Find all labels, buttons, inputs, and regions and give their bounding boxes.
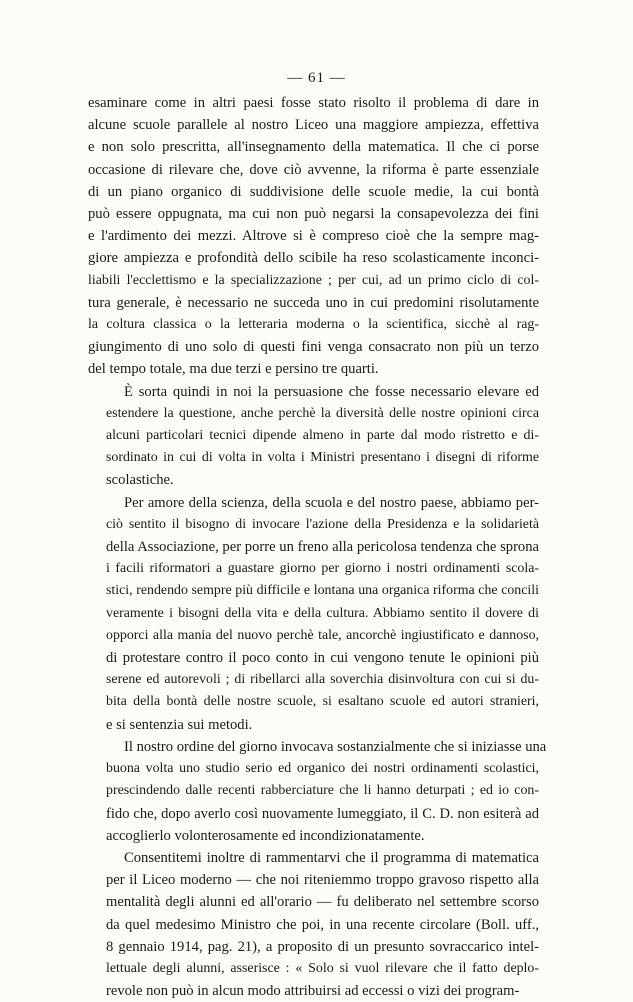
text-line: serene ed autorevoli ; di ribellarci alla soverchia disinvoltura con cui si du- xyxy=(106,672,539,688)
text-line: Per amore della scienza, della scuola e del nostro paese, abbiamo per- xyxy=(124,494,539,511)
text-line: di protestare contro il poco conto in cui vengono tenute le opinioni più xyxy=(106,650,539,667)
text-line: alcuni particolari tecnici dipende almeno in parte dal modo ristretto e di- xyxy=(106,428,539,444)
text-line: scolastiche. xyxy=(106,472,174,489)
text-line: occasione di rilevare che, dove ciò avvenne, la riforma è parte essenziale xyxy=(88,161,539,178)
page-number: — 61 — xyxy=(287,70,346,86)
text-line: lettuale degli alunni, asserisce : « Solo si vuol rilevare che il fatto deplo- xyxy=(106,960,539,976)
text-line: opporci alla mania del nuovo perchè tale, ancorchè ingiustificato e dannoso, xyxy=(106,627,539,643)
text-line: estendere la questione, anche perchè la diversità delle nostre opinioni circa xyxy=(106,405,539,421)
text-line: fido che, dopo averlo così nuovamente lumeggiato, il C. D. non esiterà ad xyxy=(106,805,539,822)
text-line: tura generale, è necessario ne succeda uno in cui predomini risolutamente xyxy=(88,294,539,311)
text-line: ciò sentito il bisogno di invocare l'azione della Presidenza e la solidarietà xyxy=(106,516,539,532)
paragraph xyxy=(88,736,547,847)
text-line: della Associazione, per porre un freno alla pericolosa tendenza che sprona xyxy=(106,539,539,556)
text-line: e non solo prescritta, all'insegnamento della matematica. Il che ci porse xyxy=(88,139,539,156)
text-line: giore ampiezza e profondità dello scibile ha reso scolasticamente inconci- xyxy=(88,250,539,267)
text-line: può essere oppugnata, ma cui non può negarsi la consapevolezza dei fini xyxy=(88,206,539,223)
text-line: i facili riformatori a guastare giorno per giorno i nostri ordinamenti scola- xyxy=(106,561,539,577)
text-line: sordinato in cui di volta in volta i Ministri presentano i disegni di riforme xyxy=(106,450,539,466)
text-line: mentalità degli alunni ed all'orario — fu deliberato nel settembre scorso xyxy=(106,894,539,911)
paragraph xyxy=(88,847,539,1002)
paragraph xyxy=(88,381,539,492)
text-line: veramente i bisogni della vita e della cultura. Abbiamo sentito il dovere di xyxy=(106,605,539,621)
text-line: buona volta uno studio serio ed organico dei nostri ordinamenti scolastici, xyxy=(106,761,539,777)
body-text xyxy=(88,92,547,1002)
text-line: esaminare come in altri paesi fosse stato risolto il problema di dare in xyxy=(88,95,539,111)
text-line: accoglierlo volonterosamente ed incondizionatamente. xyxy=(106,827,425,844)
text-line: Il nostro ordine del giorno invocava sostanzialmente che si iniziasse una xyxy=(124,738,547,755)
text-line: liabili l'ecclettismo e la specializzazione ; per cui, ad un primo ciclo di col- xyxy=(88,272,539,288)
text-line: e si sentenzia sui metodi. xyxy=(106,716,253,733)
paragraph xyxy=(88,492,539,736)
text-line: alcune scuole parallele al nostro Liceo una maggiore ampiezza, effettiva xyxy=(88,117,539,134)
text-line: prescindendo dalle recenti rabberciature che li hanno deturpati ; ed io con- xyxy=(106,783,539,799)
text-line: stici, rendendo sempre più difficile e lontana una organica riforma che concili xyxy=(106,583,539,599)
text-line: del tempo totale, ma due terzi e persino tre quarti. xyxy=(88,361,379,378)
text-line: di un piano organico di suddivisione delle scuole medie, la cui bontà xyxy=(88,183,539,200)
text-line: bita della bontà delle nostre scuole, si esaltano scuole ed autori stranieri, xyxy=(106,694,539,710)
paragraph xyxy=(88,92,539,381)
text-line: È sorta quindi in noi la persuasione che fosse necessario elevare ed xyxy=(124,383,539,400)
text-line: e l'ardimento dei mezzi. Altrove si è compreso cioè che la sempre mag- xyxy=(88,228,539,245)
text-line: per il Liceo moderno — che noi riteniemmo troppo gravoso rispetto alla xyxy=(106,872,539,889)
text-line: giungimento di uno solo di questi fini venga consacrato non più un terzo xyxy=(88,339,539,356)
text-line: da quel medesimo Ministro che poi, in una recente circolare (Boll. uff., xyxy=(106,916,539,933)
text-line: 8 gennaio 1914, pag. 21), a proposito di un presunto sovraccarico intel- xyxy=(106,938,539,955)
text-line: Consentitemi inoltre di rammentarvi che il programma di matematica xyxy=(124,849,539,866)
text-line: la coltura classica o la letteraria moderna o la scientifica, sicchè al rag- xyxy=(88,317,539,333)
text-line: revole non può in alcun modo attribuirsi ad eccessi o vizi dei program- xyxy=(106,983,520,1000)
